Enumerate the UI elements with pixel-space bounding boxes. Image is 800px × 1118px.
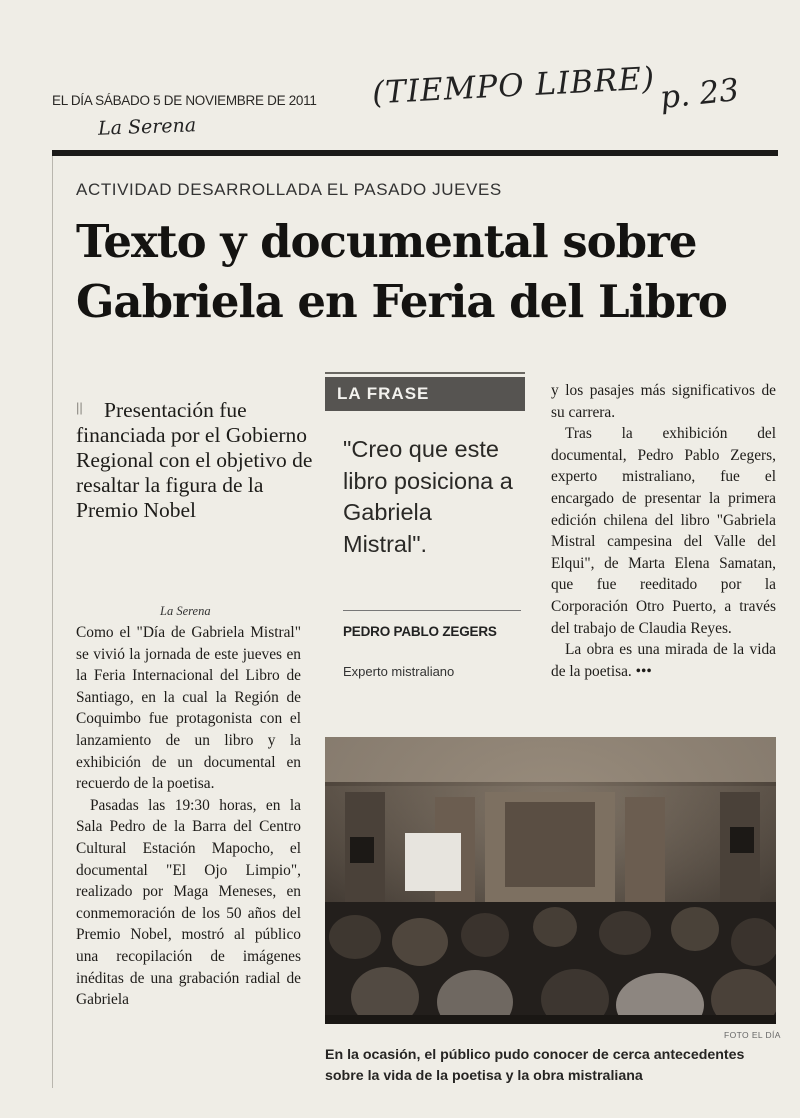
body-column-right <box>551 380 776 682</box>
article-lead: Presentación fue financiada por el Gobierno Regional con el objetivo de resaltar la figura de la Premio Nobel <box>76 398 313 522</box>
body-paragraph: Tras la exhibición del documental, Pedro Pablo Zegers, experto mistraliano, fue el encargado de presentar la primera edición chilena del libro "Gabriela Mistral campesina del Valle del Elqui", de Marta Elena Samatan, que fue reeditado por la Corporación Otro Puerto, a través del trabajo de Claudia Reyes. <box>551 425 776 637</box>
pull-quote-author: PEDRO PABLO ZEGERS <box>343 624 497 639</box>
pull-quote-divider <box>343 610 521 611</box>
photo-credit: FOTO EL DÍA <box>724 1030 781 1040</box>
la-frase-box <box>325 372 525 679</box>
handwritten-section-note: (TIEMPO LIBRE) <box>371 60 656 112</box>
article-byline: La Serena <box>160 604 211 618</box>
la-frase-label: LA FRASE <box>325 377 525 411</box>
la-frase-top-rule <box>325 372 525 374</box>
body-paragraph: Como el "Día de Gabriela Mistral" se vivió la jornada de este jueves en la Feria Internacional del Libro de Santiago, en la cual la Región de Coquimbo fue protagonista con el lanzamiento de un libro y la exhibición de un documental en recuerdo de la poetisa. <box>76 624 301 793</box>
lead-marker: || <box>76 400 83 415</box>
body-paragraph: Pasadas las 19:30 horas, en la Sala Pedro de la Barra del Centro Cultural Estación Mapocho, el documental "El Ojo Limpio", realizado por Maga Meneses, en conmemoración de los 50 años del Premio Nobel, mostró al público una recopilación de imágenes inéditas de una grabación radial de Gabriela <box>76 796 301 1009</box>
article-end-mark: ••• <box>635 662 652 680</box>
pull-quote-author-role: Experto mistraliano <box>343 664 455 679</box>
handwritten-page-note: p. 23 <box>658 71 741 117</box>
article-headline: Texto y documental sobre Gabriela en Feria del Libro <box>76 215 727 328</box>
body-paragraph: y los pasajes más significativos de su carrera. <box>551 382 776 421</box>
pull-quote: "Creo que este libro posiciona a Gabriela Mistral". <box>343 436 513 557</box>
auditorium-photo-image <box>325 737 776 1024</box>
article-kicker: ACTIVIDAD DESARROLLADA EL PASADO JUEVES <box>76 180 502 199</box>
left-column-rule <box>52 156 53 1088</box>
publication-date-line: EL DÍA SÁBADO 5 DE NOVIEMBRE DE 2011 <box>52 93 317 108</box>
handwritten-city-note: La Serena <box>97 114 197 140</box>
photo-caption: En la ocasión, el público pudo conocer de cerca antecedentes sobre la vida de la poetisa y la obra mistraliana <box>325 1047 745 1084</box>
body-paragraph <box>551 639 776 682</box>
body-paragraph-text: La obra es una mirada de la vida de la poetisa. <box>551 641 776 680</box>
event-photo <box>325 737 776 1024</box>
body-column-left <box>76 622 301 1011</box>
top-rule <box>52 150 778 156</box>
